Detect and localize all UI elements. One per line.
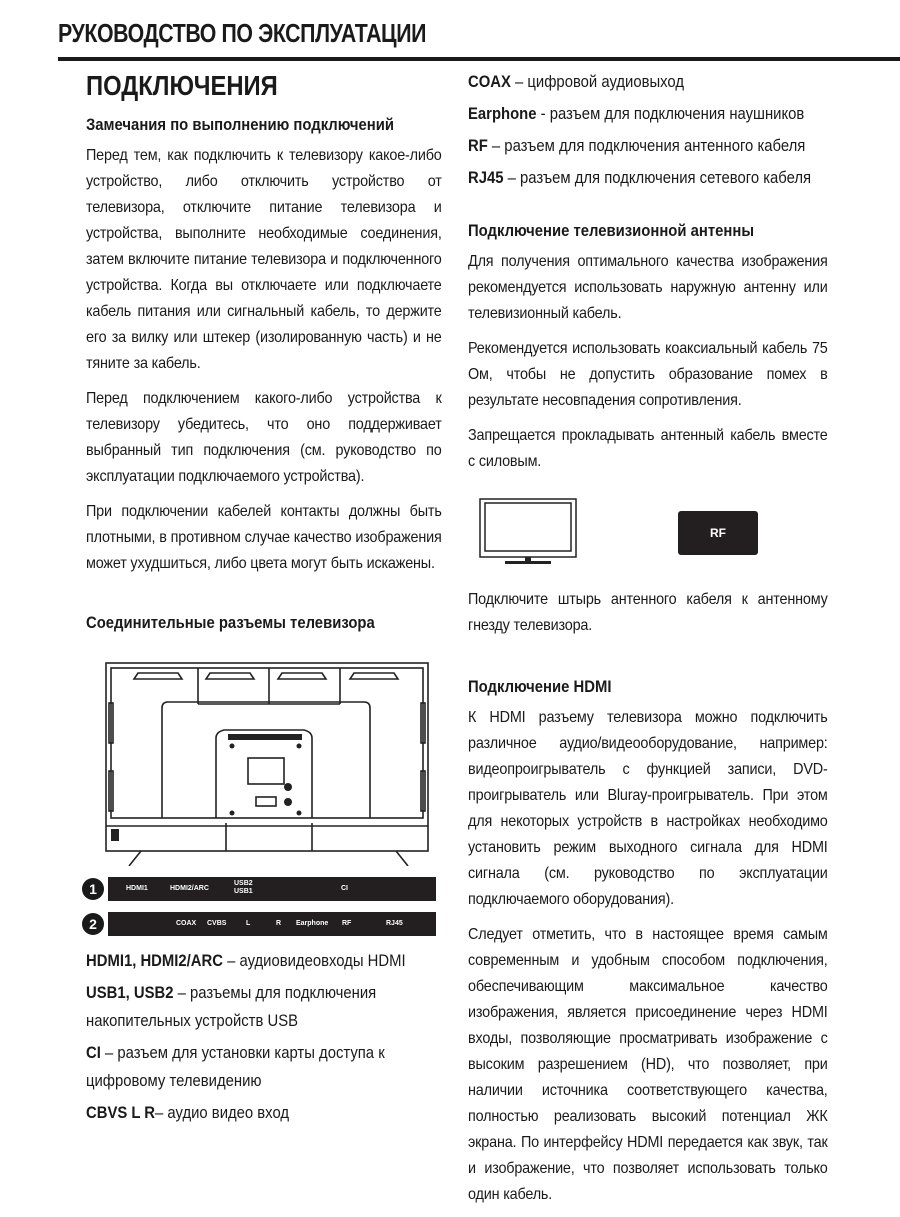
connector-panel-1	[108, 877, 436, 901]
page-header: РУКОВОДСТВО ПО ЭКСПЛУАТАЦИИ	[58, 18, 427, 48]
antenna-heading: Подключение телевизионной антенны	[468, 222, 755, 240]
paragraph: Запрещается прокладывать антенный кабель вместе с силовым.	[468, 427, 828, 470]
paragraph: Перед подключением какого-либо устройства к телевизору убедитесь, что оно поддерживает выбранный тип подключения (см. руководство по эксплуатации подключаемого устройства).	[86, 390, 442, 485]
port-label: CVBS	[207, 920, 227, 927]
antenna-illustration	[478, 497, 758, 569]
connector-panel-2	[108, 912, 436, 936]
panel-number-1: 1	[82, 878, 104, 900]
port-label: Earphone	[296, 920, 329, 927]
paragraph: К HDMI разъему телевизора можно подключить различное аудио/видеооборудование, например: видеопроигрыватель с функцией записи, DVD-проигрыватель или Bluray-проигрыватель. При этом для некоторых устройств в настройках необходимо установить режим выходного сигнала для HDMI сигнала (см. руководство по эксплуатации подключаемого оборудования).	[468, 709, 828, 908]
notes-heading: Замечания по выполнению подключений	[86, 116, 394, 134]
section-title: ПОДКЛЮЧЕНИЯ	[86, 70, 278, 101]
paragraph: Следует отметить, что в настоящее время самым современным и удобным способом подключения, обеспечивающим максимальное качество изображения, является присоединение через HDMI входы, позволяющие просматривать изображение с высоким разрешением (HD), что позволяет, при наличии источника соответствующего качества, полностью реализовать высокий потенциал ЖК экрана. По интерфейсу HDMI передается как звук, так и изображение, что позволяет использовать только один кабель.	[468, 926, 828, 1203]
hdmi-heading: Подключение HDMI	[468, 678, 612, 696]
port-label: CI	[341, 885, 348, 892]
paragraph: Рекомендуется использовать коаксиальный кабель 75 Ом, чтобы не допустить образование помех в результате несовпадения сопротивления.	[468, 340, 828, 409]
right-column	[468, 68, 828, 1217]
definition: RJ45 – разъем для подключения сетевого кабеля	[468, 169, 812, 187]
port-label: HDMI2/ARC	[170, 885, 209, 892]
port-label: COAX	[176, 920, 197, 927]
port-label: L	[246, 920, 251, 927]
definition: HDMI1, HDMI2/ARC – аудиовидеовходы HDMI	[86, 952, 406, 970]
panel-row-1	[86, 877, 442, 901]
connectors-heading: Соединительные разъемы телевизора	[86, 614, 375, 632]
antenna-caption: Подключите штырь антенного кабеля к антенному гнезду телевизора.	[468, 591, 828, 634]
definition: USB1, USB2 – разъемы для подключения накопительных устройств USB	[86, 984, 377, 1030]
panel-number-2: 2	[82, 913, 104, 935]
port-label: USB2	[234, 880, 253, 887]
definition: CBVS L R– аудио видео вход	[86, 1104, 290, 1122]
definition: COAX – цифровой аудиовыход	[468, 73, 685, 91]
paragraph: Перед тем, как подключить к телевизору какое-либо устройство, либо отключить устройство от телевизора, отключите питание телевизора и устройства, выполните необходимые соединения, затем включите питание телевизора и подключенного устройства. Когда вы отключаете или подключаете кабель питания или сигнальный кабель, то держите его за вилку или штекер (изолированную часть) и не тяните за кабель.	[86, 147, 442, 372]
port-label: RF	[342, 920, 352, 927]
paragraph: Для получения оптимального качества изображения рекомендуется использовать наружную антенну или телевизионный кабель.	[468, 253, 828, 322]
definition: RF – разъем для подключения антенного кабеля	[468, 137, 806, 155]
header-rule	[58, 57, 900, 61]
port-label: R	[276, 920, 282, 927]
port-label: USB1	[234, 888, 253, 895]
port-label: RJ45	[386, 920, 403, 927]
tv-front-icon	[478, 497, 578, 569]
panel-row-2	[86, 912, 442, 936]
left-column	[86, 68, 442, 1131]
port-label: HDMI1	[126, 885, 148, 892]
paragraph: При подключении кабелей контакты должны быть плотными, в противном случае качество изображения может ухудшиться, либо цвета могут быть искажены.	[86, 503, 442, 572]
rf-port-label: RF	[678, 511, 758, 555]
tv-back-diagram	[86, 651, 436, 866]
definition: CI – разъем для установки карты доступа к цифровому телевидению	[86, 1044, 385, 1090]
definition: Earphone - разъем для подключения наушников	[468, 105, 805, 123]
